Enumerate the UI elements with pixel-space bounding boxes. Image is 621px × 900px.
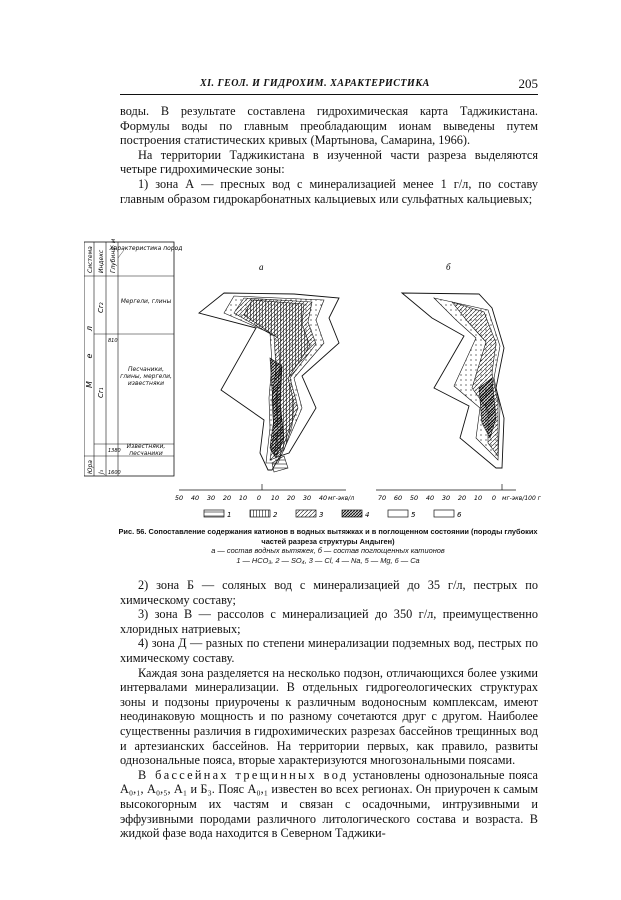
axis-tick-label: 0 [491, 494, 497, 502]
legend [204, 510, 462, 518]
bottom-text-block [120, 578, 538, 841]
paragraph: Каждая зона разделяется на несколько подзон, отличающихся более узкими интервалами минерализации. В отдельных гидрогеологических структурах зоны и подзоны приурочены к различным водоносным комплексам, имеют неодинаковую мощность и по разному сочетаются друг с другом. Наиболее существенны различия в гидрохимических разрезах бассейнов трещинных вод и артезианских бассейнов. На территории первых, как правило, развиты однозональные пояса, вторые характеризуются многозональными поясами. [120, 665, 538, 768]
paragraph-text: установлены однозональные пояса А₀,₁, А₀,₅, А₁ и Б₃. Пояс А₀,₁ известен во всех регионах. Он приурочен к самым высокогорным их частям и связан с осадочными, интрузивными и эффузивными породами различного литологического состава и возраста. В жидкой фазе вода находится в Северном Таджики- [120, 767, 538, 841]
panel-b [376, 262, 516, 490]
index-label-j3: J₃ [98, 469, 105, 474]
paragraph: На территории Таджикистана в изученной части разреза выделяются четыре гидрохимические зоны: [120, 147, 538, 177]
legend-swatch [204, 510, 224, 517]
axis-tick-label: 30 [302, 494, 312, 502]
paragraph: 1) зона А — пресных вод с минерализацией менее 1 г/л, по составу главным образом гидрокарбонатных кальциевых или сульфатных кальциевых; [120, 176, 538, 206]
caption-line: 1 — HCO₃, 2 — SO₄, 3 — Cl, 4 — Na, 5 — Mg, 6 — Ca [236, 555, 420, 565]
legend-label: 2 [273, 511, 278, 518]
legend-swatch [342, 510, 362, 517]
axis-tick-label: 20 [222, 494, 232, 502]
depth-label: 810 [108, 338, 118, 344]
axis-tick-label: 60 [393, 494, 403, 502]
running-header [120, 78, 538, 95]
panel-b-label: б [446, 262, 451, 272]
panel-a [179, 262, 346, 490]
axis-tick-label: 50 [174, 494, 184, 502]
axis-tick-label: 0 [256, 494, 262, 502]
caption-line: а — состав водных вытяжек, б — состав поглощенных катионов [211, 546, 445, 555]
legend-swatch [388, 510, 408, 517]
axis-tick-label: 30 [441, 494, 451, 502]
legend-label: 3 [319, 511, 324, 518]
axis-tick-label: 10 [270, 494, 280, 502]
index-label-cr2: Cr₂ [97, 302, 105, 313]
col-header-index: Индекс [98, 249, 105, 273]
page-number: 205 [518, 76, 538, 91]
legend-label: 6 [457, 511, 462, 518]
col-header-depth: Глубина, м [110, 238, 117, 273]
caption-title: Рис. 56. Сопоставление содержания катионов в водных вытяжках и в поглощенном состоянии (породы глубоких частей разреза структуры Андыген) [118, 527, 538, 546]
axis-tick-label: 20 [457, 494, 467, 502]
depth-label: 1600 [108, 470, 121, 476]
axis-tick-label: 30 [206, 494, 216, 502]
spaced-heading: В бассейнах трещинных вод [138, 767, 349, 782]
paragraph: 4) зона Д — разных по степени минерализации подземных вод, пестрых по химическому составу. [120, 636, 538, 665]
axis-a-ticks [175, 494, 327, 502]
top-text-block [120, 104, 538, 206]
axis-tick-label: 10 [238, 494, 248, 502]
axis-tick-label: 40 [318, 494, 328, 502]
legend-swatch [250, 510, 270, 517]
system-label: М е л [85, 315, 94, 388]
header-title: XI. ГЕОЛ. И ГИДРОХИМ. ХАРАКТЕРИСТИКА [200, 78, 430, 89]
paragraph: 2) зона Б — соляных вод с минерализацией до 35 г/л, пестрых по химическому составу; [120, 578, 538, 607]
depth-label: 1380 [108, 448, 121, 454]
paragraph: 3) зона В — рассолов с минерализацией до 350 г/л, преимущественно хлоридных натриевых; [120, 607, 538, 636]
axis-a-unit: мг-экв/л [328, 495, 355, 502]
legend-swatch [296, 510, 316, 517]
figure-56 [84, 238, 544, 518]
rock-label: Песчаники, глины, мергели, известняки [120, 366, 172, 387]
panel-a-label: а [259, 262, 264, 272]
axis-b-unit: мг-экв/100 г [502, 495, 541, 502]
axis-tick-label: 70 [377, 494, 387, 502]
legend-label: 1 [227, 511, 232, 518]
strat-column [84, 238, 182, 476]
col-header-system: Система [87, 246, 94, 273]
axis-tick-label: 10 [473, 494, 483, 502]
rock-label: Мергели, глины [120, 298, 172, 305]
axis-tick-label: 40 [425, 494, 435, 502]
legend-label: 5 [411, 511, 416, 518]
col-header-rock: Характеристика пород [109, 245, 183, 252]
index-label-cr1: Cr₁ [97, 387, 105, 398]
axis-tick-label: 50 [409, 494, 419, 502]
rock-label: Известняки, песчаники [126, 443, 166, 457]
paragraph [120, 768, 538, 841]
legend-label: 4 [365, 511, 370, 518]
axis-tick-label: 20 [286, 494, 296, 502]
paragraph: воды. В результате составлена гидрохимическая карта Таджикистана. Формулы воды по главным преобладающим ионам выведены путем построения статистических кривых (Мартынова, Самарина, 1966). [120, 104, 538, 148]
system-bottom-label: Юра [87, 460, 94, 474]
figure-caption [118, 527, 538, 565]
axis-b-ticks [378, 494, 496, 502]
axis-tick-label: 40 [190, 494, 200, 502]
legend-swatch [434, 510, 454, 517]
